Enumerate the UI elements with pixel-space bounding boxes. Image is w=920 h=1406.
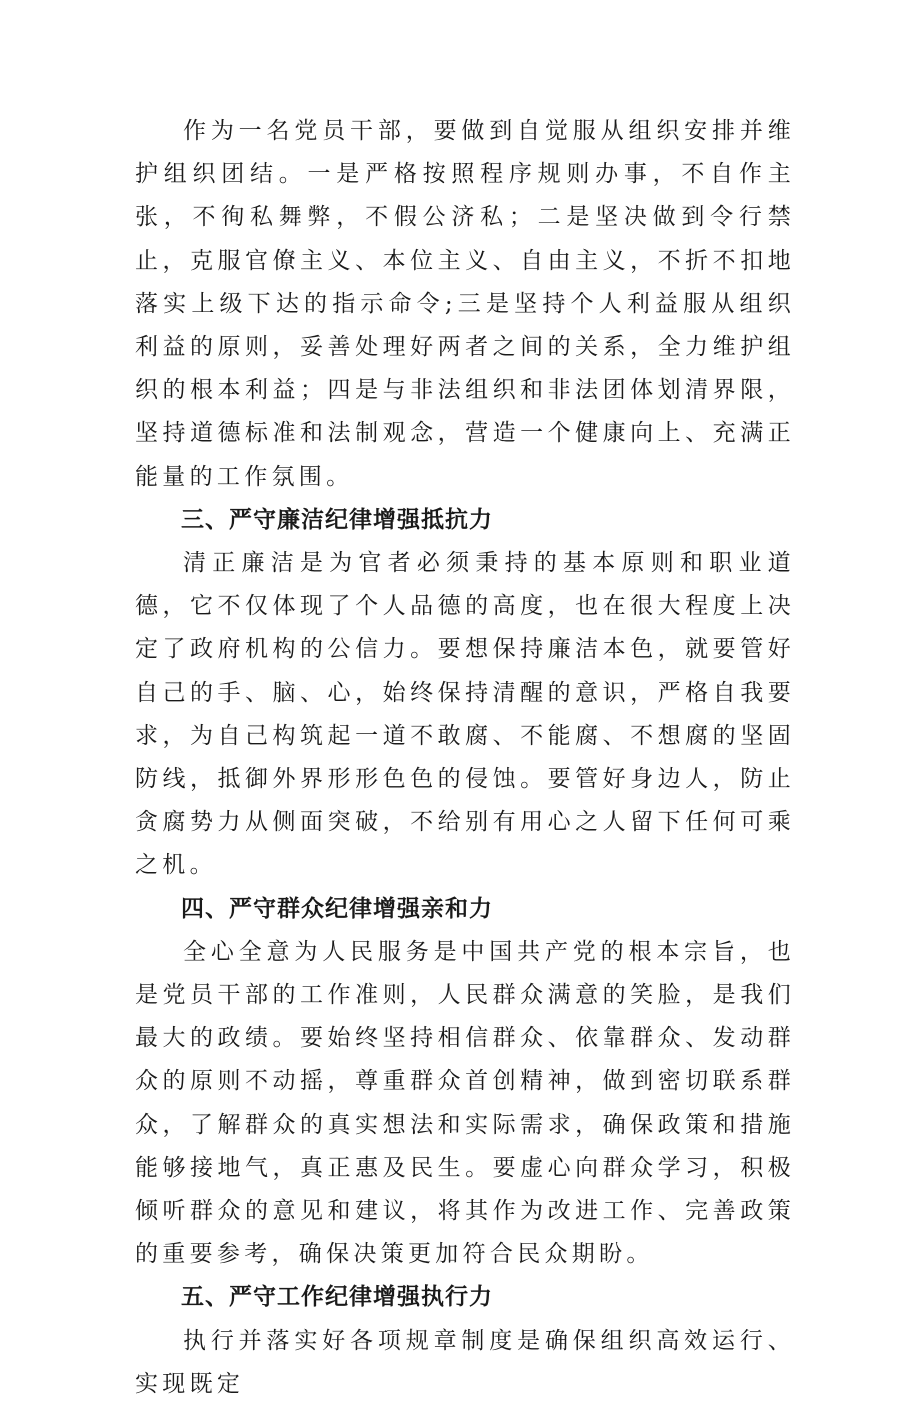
paragraph-execution: 执行并落实好各项规章制度是确保组织高效运行、实现既定 <box>135 1327 795 1397</box>
section-heading-work-discipline: 五、严守工作纪律增强执行力 <box>181 1284 493 1311</box>
section-heading-mass-discipline: 四、严守群众纪律增强亲和力 <box>181 895 493 922</box>
paragraph-integrity: 清正廉洁是为官者必须秉持的基本原则和职业道德，它不仅体现了个人品德的高度，也在很大程度上决定了政府机构的公信力。要想保持廉洁本色，就要管好自己的手、脑、心，始终保持清醒的意识，严格自我要求，为自己构筑起一道不敢腐、不能腐、不想腐的坚固防线，抵御外界形形色色的侵蚀。要管好身边人，防止贪腐势力从侧面突破，不给别有用心之人留下任何可乘之机。 <box>135 550 795 879</box>
document-body <box>135 110 795 1406</box>
paragraph-organization-discipline: 作为一名党员干部，要做到自觉服从组织安排并维护组织团结。一是严格按照程序规则办事，不自作主张，不徇私舞弊，不假公济私；二是坚决做到令行禁止，克服官僚主义、本位主义、自由主义，不折不扣地落实上级下达的指示命令;三是坚持个人利益服从组织利益的原则，妥善处理好两者之间的关系，全力维护组织的根本利益；四是与非法组织和非法团体划清界限，坚持道德标准和法制观念，营造一个健康向上、充满正能量的工作氛围。 <box>135 118 795 490</box>
section-heading-integrity-discipline: 三、严守廉洁纪律增强抵抗力 <box>181 506 493 533</box>
paragraph-mass-line: 全心全意为人民服务是中国共产党的根本宗旨，也是党员干部的工作准则，人民群众满意的笑脸，是我们最大的政绩。要始终坚持相信群众、依靠群众、发动群众的原则不动摇，尊重群众首创精神，做到密切联系群众，了解群众的真实想法和实际需求，确保政策和措施能够接地气，真正惠及民生。要虚心向群众学习，积极倾听群众的意见和建议，将其作为改进工作、完善政策的重要参考，确保决策更加符合民众期盼。 <box>135 938 795 1268</box>
